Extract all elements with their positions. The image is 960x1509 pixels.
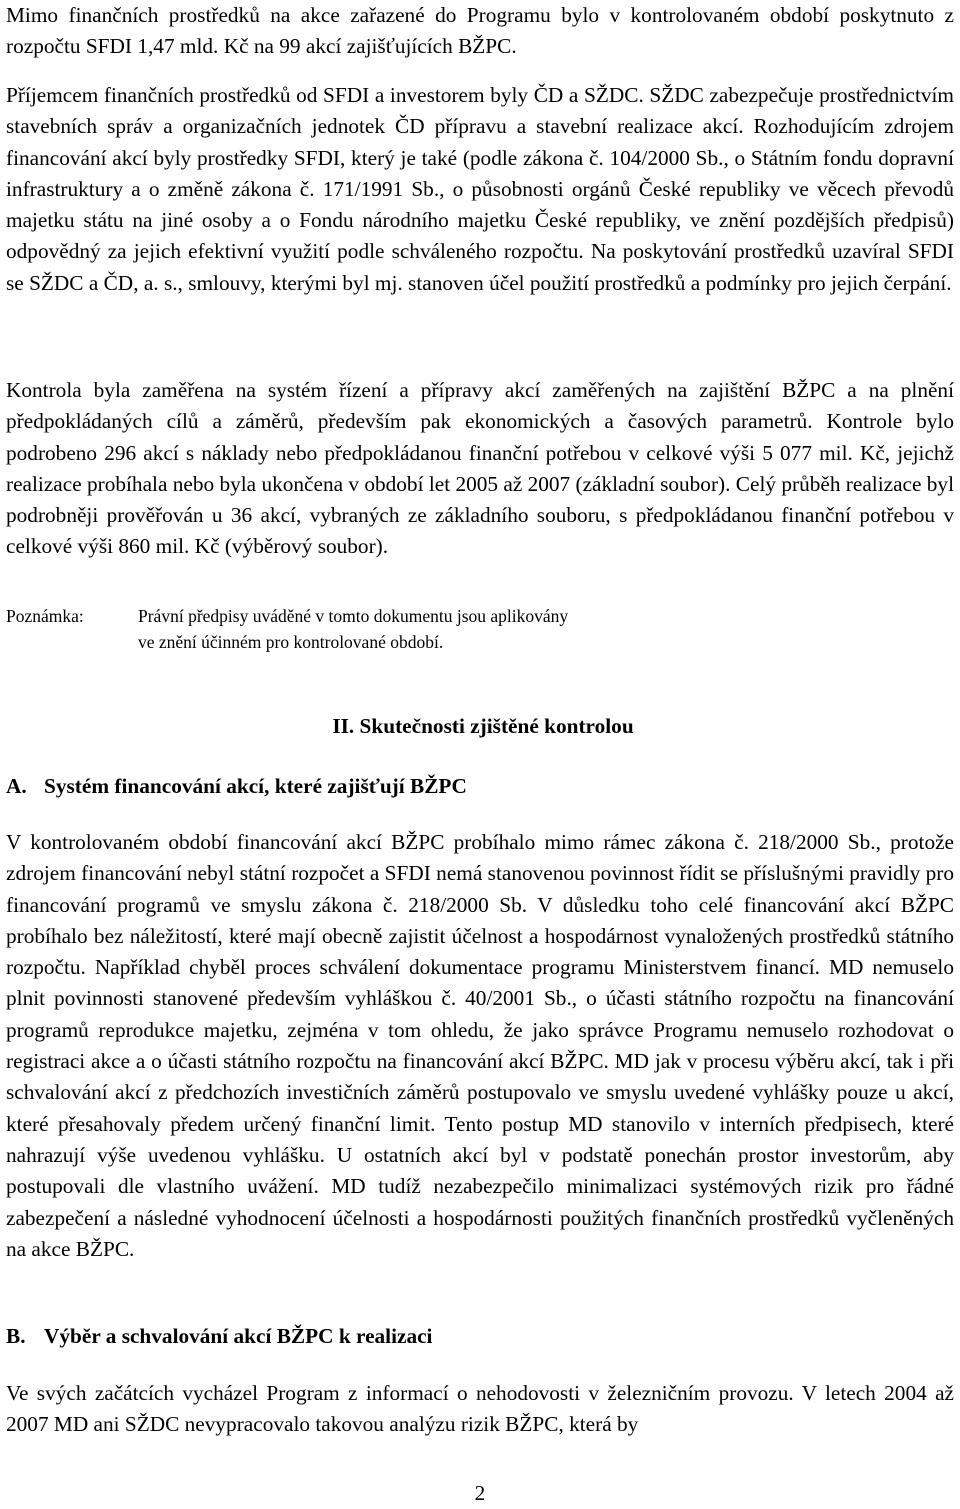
paragraph-funding-outside-program: Mimo finančních prostředků na akce zařazené do Programu bylo v kontrolovaném období poskytnuto z rozpočtu SFDI 1,47 mld. Kč na 99 akcí zajišťujících BŽPC. <box>6 3 954 59</box>
paragraph-recipients: Příjemcem finančních prostředků od SFDI a investorem byly ČD a SŽDC. SŽDC zabezpečuje prostřednictvím stavebních správ a organizačních jednotek ČD přípravu a stavební realizace akcí. Rozhodujícím zdrojem financování akcí byly prostředky SFDI, který je také (podle zákona č. 104/2000 Sb., o Státním fondu dopravní infrastruktury a o změně zákona č. 171/1991 Sb., o působnosti orgánů České republiky ve věcech převodů majetku státu na jiné osoby a o Fondu národního majetku České republiky, ve znění pozdějších předpisů) odpovědný za jejich efektivní využití podle schváleného rozpočtu. Na poskytování prostředků uzavíral SFDI se SŽDC a ČD, a. s., smlouvy, kterými byl mj. stanoven účel použití prostředků a podmínky pro jejich čerpání. <box>6 83 954 295</box>
chapter-title-text: II. Skutečnosti zjištěné kontrolou <box>332 714 634 738</box>
chapter-title <box>0 710 960 742</box>
page-number: 2 <box>474 1481 486 1505</box>
paragraph-program-beginnings: Ve svých začátcích vycházel Program z informací o nehodovosti v železničním provozu. V letech 2004 až 2007 MD ani SŽDC nevypracovalo takovou analýzu rizik BŽPC, která by <box>6 1381 954 1437</box>
section-heading-a <box>6 770 467 802</box>
section-heading-b <box>6 1320 432 1352</box>
paragraph-audit-scope: Kontrola byla zaměřena na systém řízení a přípravy akcí zaměřených na zajištění BŽPC a na plnění předpokládaných cílů a záměrů, především pak ekonomických a časových parametrů. Kontrole bylo podrobeno 296 akcí s náklady nebo předpokládanou finanční potřebou v celkové výši 5 077 mil. Kč, jejichž realizace probíhala nebo byla ukončena v období let 2005 až 2007 (základní soubor). Celý průběh realizace byl podrobněji prověřován u 36 akcí, vybraných ze základního souboru, s předpokládanou finanční potřebou v celkové výši 860 mil. Kč (výběrový soubor). <box>6 378 954 559</box>
section-title-a: Systém financování akcí, které zajišťují BŽPC <box>44 774 467 798</box>
section-number-a: A. <box>6 774 27 798</box>
note-line-2: ve znění účinném pro kontrolované období. <box>138 632 444 652</box>
note-label: Poznámka: <box>6 606 84 626</box>
section-title-b: Výběr a schvalování akcí BŽPC k realizaci <box>44 1324 433 1348</box>
section-number-b: B. <box>6 1324 26 1348</box>
paragraph-financing-system: V kontrolovaném období financování akcí BŽPC probíhalo mimo rámec zákona č. 218/2000 Sb., protože zdrojem financování nebyl státní rozpočet a SFDI nemá stanovenou povinnost řídit se příslušnými pravidly pro financování programů ve smyslu zákona č. 218/2000 Sb. V důsledku toho celé financování akcí BŽPC probíhalo bez náležitostí, které mají obecně zajistit účelnost a hospodárnost vynaložených prostředků státního rozpočtu. Například chyběl proces schválení dokumentace programu Ministerstvem financí. MD nemuselo plnit povinnosti stanovené především vyhláškou č. 40/2001 Sb., o účasti státního rozpočtu na financování programů reprodukce majetku, zejména v tom ohledu, že jako správce Programu nemuselo rozhodovat o registraci akce a o účasti státního rozpočtu na financování akcí BŽPC. MD jak v procesu výběru akcí, tak i při schvalování akcí z předchozích investičních záměrů postupovalo ve smyslu uvedené vyhlášky pouze u akcí, které přesahovaly předem určený finanční limit. Tento postup MD stanovilo v interních předpisech, které nahrazují výše uvedenou vyhlášku. U ostatních akcí byl v podstatě ponechán prostor investorům, aby postupovali dle vlastního uvážení. MD tudíž nezabezpečilo minimalizaci systémových rizik pro řádné zabezpečení a následné vyhodnocení účelnosti a hospodárnosti použitých finančních prostředků vyčleněných na akce BŽPC. <box>6 830 954 1261</box>
note-text <box>138 603 698 655</box>
note-line-1: Právní předpisy uváděné v tomto dokumentu jsou aplikovány <box>138 606 569 626</box>
